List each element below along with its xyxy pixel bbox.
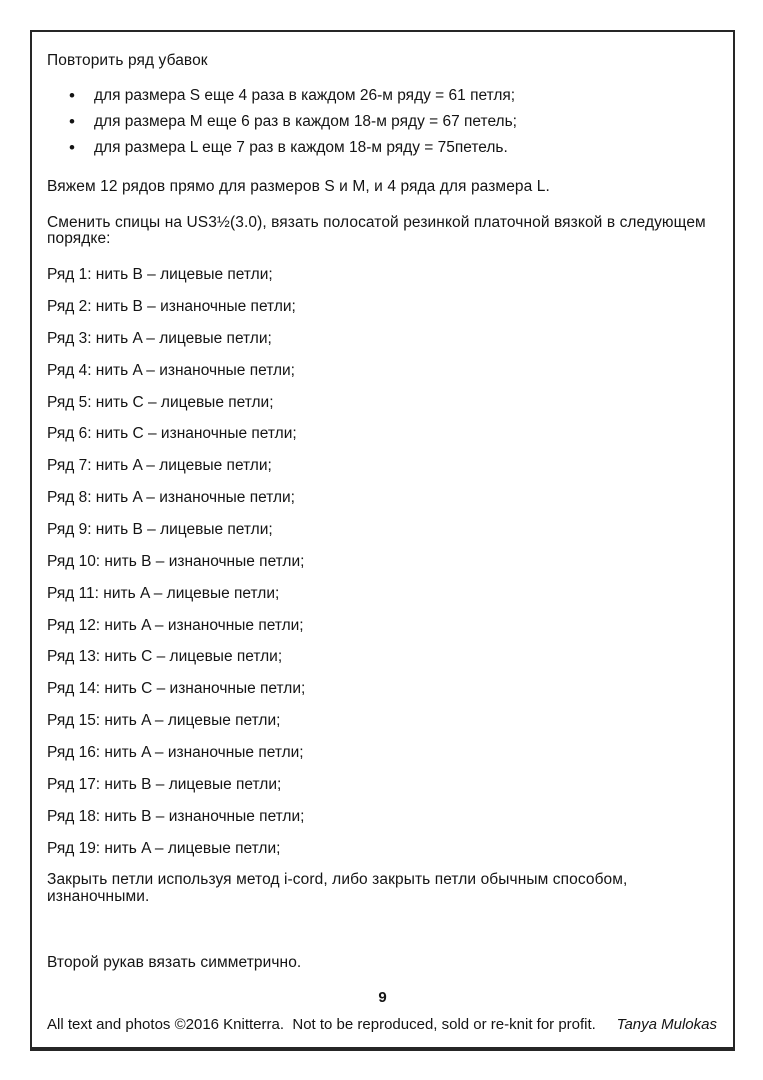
row-instruction: Ряд 15: нить A – лицевые петли; bbox=[47, 712, 281, 730]
paragraph-knit-straight: Вяжем 12 рядов прямо для размеров S и M, и 4 ряда для размера L. bbox=[47, 178, 550, 196]
row-instruction: Ряд 16: нить A – изнаночные петли; bbox=[47, 743, 304, 761]
list-item: • для размера L еще 7 раз в каждом 18-м ряду = 75петель. bbox=[69, 135, 713, 161]
section-title: Повторить ряд убавок bbox=[47, 52, 208, 69]
row-instructions-list bbox=[47, 267, 713, 857]
row-instruction: Ряд 9: нить B – лицевые петли; bbox=[47, 520, 273, 538]
row-instruction: Ряд 12: нить A – изнаночные петли; bbox=[47, 616, 304, 634]
row-instruction: Ряд 19: нить A – лицевые петли; bbox=[47, 839, 281, 857]
row-instruction: Ряд 6: нить C – изнаночные петли; bbox=[47, 425, 297, 443]
list-item: • для размера S еще 4 раза в каждом 26-м ряду = 61 петля; bbox=[69, 83, 713, 109]
row-instruction: Ряд 4: нить A – изнаночные петли; bbox=[47, 361, 295, 379]
row-instruction: Ряд 18: нить B – изнаночные петли; bbox=[47, 807, 305, 825]
paragraph-change-needles: Сменить спицы на US3½(3.0), вязать полосатой резинкой платочной вязкой в следующем порядке: bbox=[47, 213, 706, 247]
row-instruction: Ряд 10: нить B – изнаночные петли; bbox=[47, 552, 305, 570]
row-instruction: Ряд 7: нить A – лицевые петли; bbox=[47, 457, 272, 475]
paragraph-bind-off: Закрыть петли используя метод i-cord, либо закрыть петли обычным способом, изнаночными. bbox=[47, 871, 628, 905]
row-instruction: Ряд 13: нить C – лицевые петли; bbox=[47, 648, 283, 666]
page-number: 9 bbox=[378, 989, 387, 1007]
page-content bbox=[32, 32, 733, 971]
list-item: • для размера M еще 6 раз в каждом 18-м ряду = 67 петель; bbox=[69, 109, 713, 135]
row-instruction: Ряд 8: нить A – изнаночные петли; bbox=[47, 489, 295, 507]
copyright-text: All text and photos ©2016 Knitterra. Not to be reproduced, sold or re-knit for profit. bbox=[47, 1016, 596, 1034]
row-instruction: Ряд 2: нить B – изнаночные петли; bbox=[47, 297, 296, 315]
document-page bbox=[30, 30, 735, 1051]
row-instruction: Ряд 1: нить B – лицевые петли; bbox=[47, 266, 273, 284]
row-instruction: Ряд 5: нить C – лицевые петли; bbox=[47, 393, 274, 411]
page-footer bbox=[47, 1017, 717, 1033]
row-instruction: Ряд 3: нить A – лицевые петли; bbox=[47, 329, 272, 347]
row-instruction: Ряд 14: нить C – изнаночные петли; bbox=[47, 680, 306, 698]
author-name: Tanya Mulokas bbox=[616, 1016, 717, 1034]
paragraph-second-sleeve: Второй рукав вязать симметрично. bbox=[47, 953, 302, 971]
row-instruction: Ряд 11: нить A – лицевые петли; bbox=[47, 584, 280, 602]
row-instruction: Ряд 17: нить B – лицевые петли; bbox=[47, 775, 282, 793]
decrease-bullet-list bbox=[47, 83, 713, 161]
